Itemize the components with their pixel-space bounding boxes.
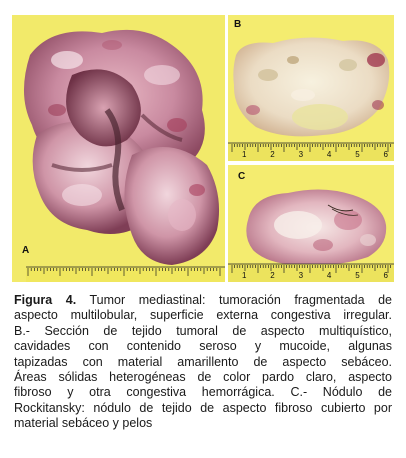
caption-line-2: aspecto multilobular, superficie externa congestiva irregular. <box>14 308 392 323</box>
caption-text: Tumor mediastinal: tumoración fragmentada de <box>76 293 393 307</box>
caption-line-8: Rockitansky: nódulo de tejido de aspecto fibroso cubierto por <box>14 400 392 415</box>
tumor-section-image <box>228 15 394 161</box>
panel-b-label: B <box>234 19 242 30</box>
caption-line-4: cavidades con contenido seroso y mucoide, algunas <box>14 339 392 354</box>
panel-c-label: C <box>238 171 246 182</box>
ruler-c-numbers <box>242 271 388 280</box>
caption-figure-label: Figura 4. <box>14 293 77 307</box>
ruler-b-numbers <box>242 150 388 159</box>
ruler-b-num: 6 <box>383 150 388 159</box>
rokitansky-nodule-image <box>228 165 394 282</box>
tumor-fragments-image <box>12 15 225 282</box>
caption-line-6: Áreas sólidas heterogéneas de color pardo claro, aspecto <box>14 370 392 385</box>
caption-line-1 <box>14 293 392 308</box>
figure-caption <box>14 293 392 432</box>
ruler-c-num: 6 <box>383 271 388 280</box>
ruler-b-num: 1 <box>242 150 247 159</box>
ruler-b-num: 4 <box>326 150 332 159</box>
ruler-c-num: 5 <box>355 271 360 280</box>
ruler-b-num: 2 <box>270 150 275 159</box>
ruler-c-num: 1 <box>242 271 247 280</box>
panel-a-label: A <box>22 245 30 256</box>
ruler-c-num: 2 <box>270 271 275 280</box>
caption-line-9: material sebáceo y pelos <box>14 416 153 431</box>
panel-a-photo <box>12 15 225 282</box>
caption-line-7: fibroso y otra congestiva hemorrágica. C.- Nódulo de <box>14 385 392 400</box>
caption-line-5: tapizadas con material amarillento de aspecto sebáceo. <box>14 354 392 369</box>
figure-4 <box>12 15 394 282</box>
ruler-b-num: 5 <box>355 150 360 159</box>
ruler-c-num: 4 <box>326 271 332 280</box>
panel-b-photo <box>228 15 394 161</box>
ruler-c-num: 3 <box>298 271 304 280</box>
panel-c-photo <box>228 165 394 282</box>
caption-line-3: B.- Sección de tejido tumoral de aspecto multiquístico, <box>14 323 392 338</box>
ruler-b-num: 3 <box>298 150 304 159</box>
